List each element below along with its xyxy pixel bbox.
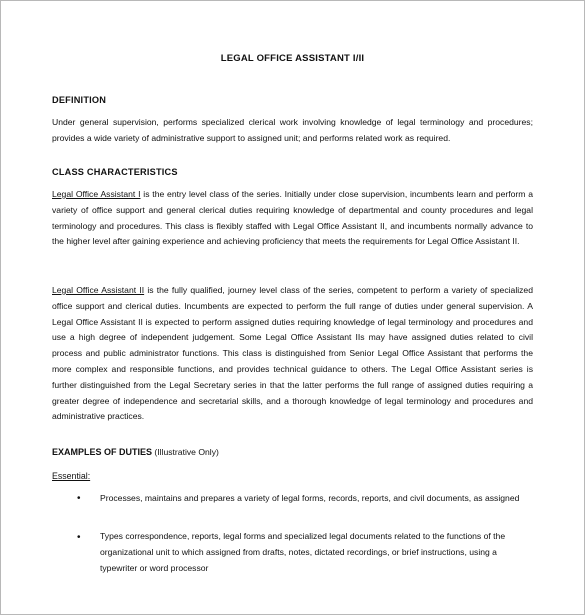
level1-label: Legal Office Assistant I: [52, 189, 141, 199]
duty-item: Types correspondence, reports, legal forms and specialized legal documents related to the functions of the organizational unit to which assigned from drafts, notes, dictated recordings, or brief instructions, using a typewriter or word processor: [100, 531, 506, 573]
examples-note: (Illustrative Only): [152, 447, 219, 457]
definition-text: Under general supervision, performs specialized clerical work involving knowledge of legal terminology and procedures; provides a wide variety of administrative support to assigned unit; and performs related work as required.: [52, 117, 533, 143]
essential-label: Essential:: [52, 471, 91, 481]
examples-heading-text: EXAMPLES OF DUTIES: [52, 447, 153, 457]
definition-heading: DEFINITION: [52, 95, 107, 105]
bullet-icon: •: [77, 532, 81, 543]
level2-label: Legal Office Assistant II: [52, 285, 145, 295]
duty-item: Processes, maintains and prepares a variety of legal forms, records, reports, and civil documents, as assigned: [100, 493, 520, 503]
level1-paragraph: [52, 187, 533, 250]
document-title: LEGAL OFFICE ASSISTANT I/II: [220, 53, 365, 64]
examples-heading: [52, 447, 219, 457]
level1-text: is the entry level class of the series. Initially under close supervision, incumbents learn and perform a variety of office support and general clerical duties requiring knowledge of departmental and county procedures and legal terminology and procedures. This class is flexibly staffed with Legal Office Assistant II, and incumbents normally advance to the higher level after gaining experience and achieving proficiency that meets the requirements for Legal Office Assistant II.: [52, 189, 533, 247]
level2-paragraph: [52, 283, 533, 425]
class-characteristics-heading: CLASS CHARACTERISTICS: [52, 167, 178, 177]
bullet-icon: •: [77, 493, 81, 504]
level2-text: is the fully qualified, journey level class of the series, competent to perform a variety of specialized office support and clerical duties. Incumbents are expected to perform the full range of duties under general supervision. A Legal Office Assistant II is expected to perform assigned duties requiring knowledge of legal terminology and procedures and use a high degree of independent judgement. Some Legal Office Assistant IIs may have assigned duties related to civil process and public administrator functions. This class is distinguished from Senior Legal Office Assistant that performs the more complex and responsible functions, and provides technical guidance to others. The Legal Office Assistant series is further distinguished from the Legal Secretary series in that the latter performs the full range of assigned duties requiring a greater degree of independence and secretarial skills, and a thorough knowledge of legal terminology and procedures and administrative practices.: [52, 285, 533, 422]
